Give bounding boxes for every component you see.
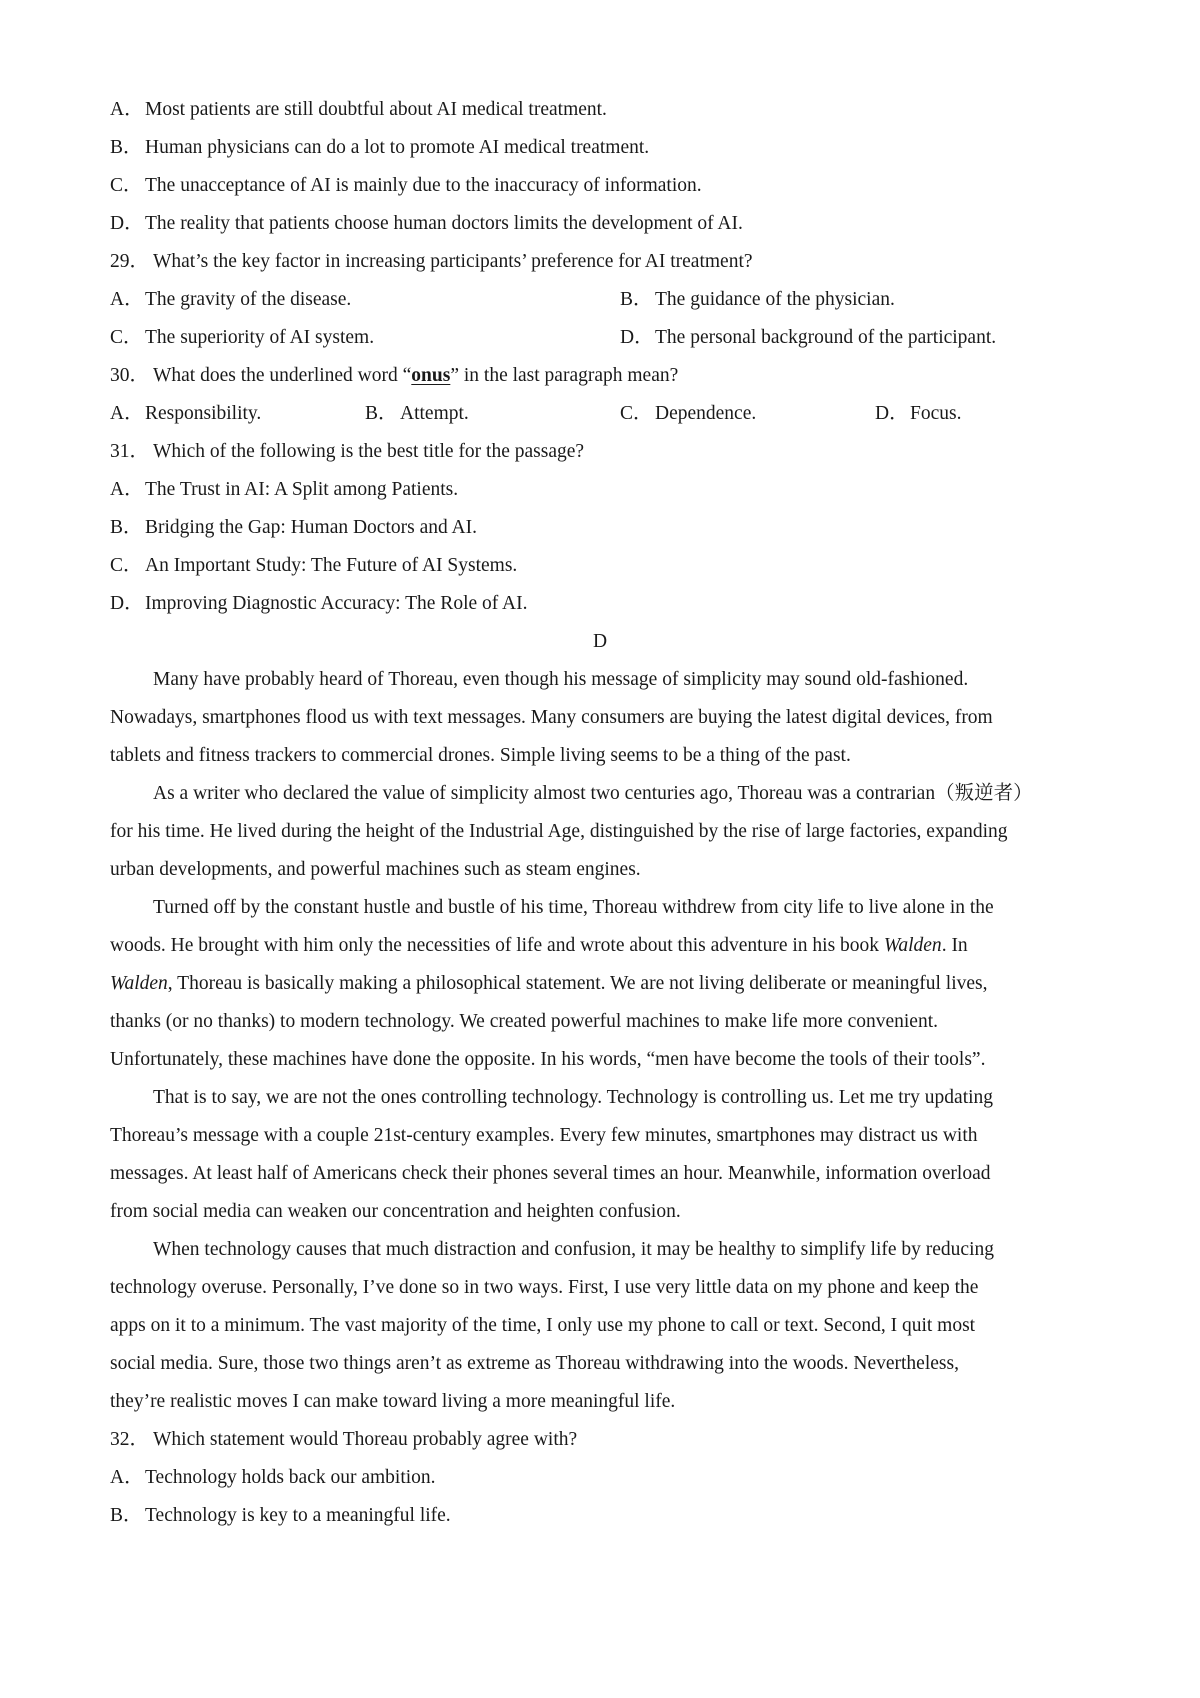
q28-option-a: A．Most patients are still doubtful about AI medical treatment. <box>110 99 607 120</box>
q29-option-c: C． The superiority of AI system. <box>110 327 375 348</box>
q30-option-a: A．Responsibility. <box>110 403 262 424</box>
paragraph-4-line: That is to say, we are not the ones controlling technology. Technology is controlling us. Let me try updating <box>153 1087 994 1108</box>
paragraph-4-line: Thoreau’s message with a couple 21st-century examples. Every few minutes, smartphones may distract us with <box>110 1125 978 1146</box>
paragraph-5-line: technology overuse. Personally, I’ve done so in two ways. First, I use very little data on my phone and keep the <box>110 1277 979 1298</box>
q31-option-c: C． An Important Study: The Future of AI Systems. <box>110 555 518 576</box>
paragraph-3-line: Turned off by the constant hustle and bustle of his time, Thoreau withdrew from city life to live alone in the <box>153 897 994 918</box>
q29-option-a: A．The gravity of the disease. <box>110 289 352 310</box>
q30-options-row <box>110 395 1090 433</box>
q32-stem: 32． Which statement would Thoreau probably agree with? <box>110 1429 578 1450</box>
paragraph-4-line: messages. At least half of Americans check their phones several times an hour. Meanwhile, information overload <box>110 1163 991 1184</box>
paragraph-2-line: for his time. He lived during the height of the Industrial Age, distinguished by the rise of large factories, expanding <box>110 821 1008 842</box>
paragraph-5-line: they’re realistic moves I can make toward living a more meaningful life. <box>110 1391 676 1412</box>
exam-page <box>110 91 1090 1535</box>
paragraph-3-line: woods. He brought with him only the necessities of life and wrote about this adventure in his book Walden. In <box>110 935 968 956</box>
q29-options-row-2 <box>110 319 1090 357</box>
q29-option-b: B． The guidance of the physician. <box>620 289 895 310</box>
paragraph-5-line: social media. Sure, those two things aren’t as extreme as Thoreau withdrawing into the woods. Nevertheless, <box>110 1353 959 1374</box>
book-title: Walden <box>110 973 168 994</box>
q29-stem: 29． What’s the key factor in increasing participants’ preference for AI treatment? <box>110 251 753 272</box>
underlined-word: onus <box>411 365 451 386</box>
q29-options-row-1 <box>110 281 1090 319</box>
q30-option-b: B． Attempt. <box>365 403 469 424</box>
paragraph-3-line: Unfortunately, these machines have done the opposite. In his words, “men have become the tools of their tools”. <box>110 1049 986 1070</box>
q29-option-d: D．The personal background of the participant. <box>620 327 997 348</box>
paragraph-3-line: Walden, Thoreau is basically making a philosophical statement. We are not living deliberate or meaningful lives, <box>110 973 988 994</box>
section-heading: D <box>592 631 608 652</box>
q30-option-d: D．Focus. <box>875 403 962 424</box>
paragraph-5-line: apps on it to a minimum. The vast majority of the time, I only use my phone to call or text. Second, I quit most <box>110 1315 976 1336</box>
paragraph-1-line: Nowadays, smartphones flood us with text messages. Many consumers are buying the latest digital devices, from <box>110 707 993 728</box>
paragraph-3-line: thanks (or no thanks) to modern technology. We created powerful machines to make life more convenient. <box>110 1011 938 1032</box>
paragraph-1-line: Many have probably heard of Thoreau, even though his message of simplicity may sound old-fashioned. <box>153 669 969 690</box>
paragraph-2-line: As a writer who declared the value of simplicity almost two centuries ago, Thoreau was a contrarian（叛逆者） <box>153 783 1033 804</box>
paragraph-5-line: When technology causes that much distraction and confusion, it may be healthy to simplify life by reducing <box>153 1239 994 1260</box>
q28-option-c: C． The unacceptance of AI is mainly due to the inaccuracy of information. <box>110 175 702 196</box>
q31-option-a: A．The Trust in AI: A Split among Patients. <box>110 479 459 500</box>
q31-stem: 31． Which of the following is the best title for the passage? <box>110 441 585 462</box>
q30-stem: 30． What does the underlined word “onus” in the last paragraph mean? <box>110 365 679 386</box>
q31-option-b: B． Bridging the Gap: Human Doctors and AI. <box>110 517 477 538</box>
q32-option-b: B． Technology is key to a meaningful life. <box>110 1505 451 1526</box>
q28-option-d: D．The reality that patients choose human doctors limits the development of AI. <box>110 213 743 234</box>
q32-option-a: A．Technology holds back our ambition. <box>110 1467 436 1488</box>
paragraph-2-line: urban developments, and powerful machines such as steam engines. <box>110 859 641 880</box>
book-title: Walden <box>883 935 942 956</box>
q31-option-d: D．Improving Diagnostic Accuracy: The Role of AI. <box>110 593 528 614</box>
q28-option-b: B． Human physicians can do a lot to promote AI medical treatment. <box>110 137 650 158</box>
paragraph-4-line: from social media can weaken our concentration and heighten confusion. <box>110 1201 681 1222</box>
paragraph-1-line: tablets and fitness trackers to commercial drones. Simple living seems to be a thing of the past. <box>110 745 851 766</box>
q30-option-c: C． Dependence. <box>620 403 757 424</box>
